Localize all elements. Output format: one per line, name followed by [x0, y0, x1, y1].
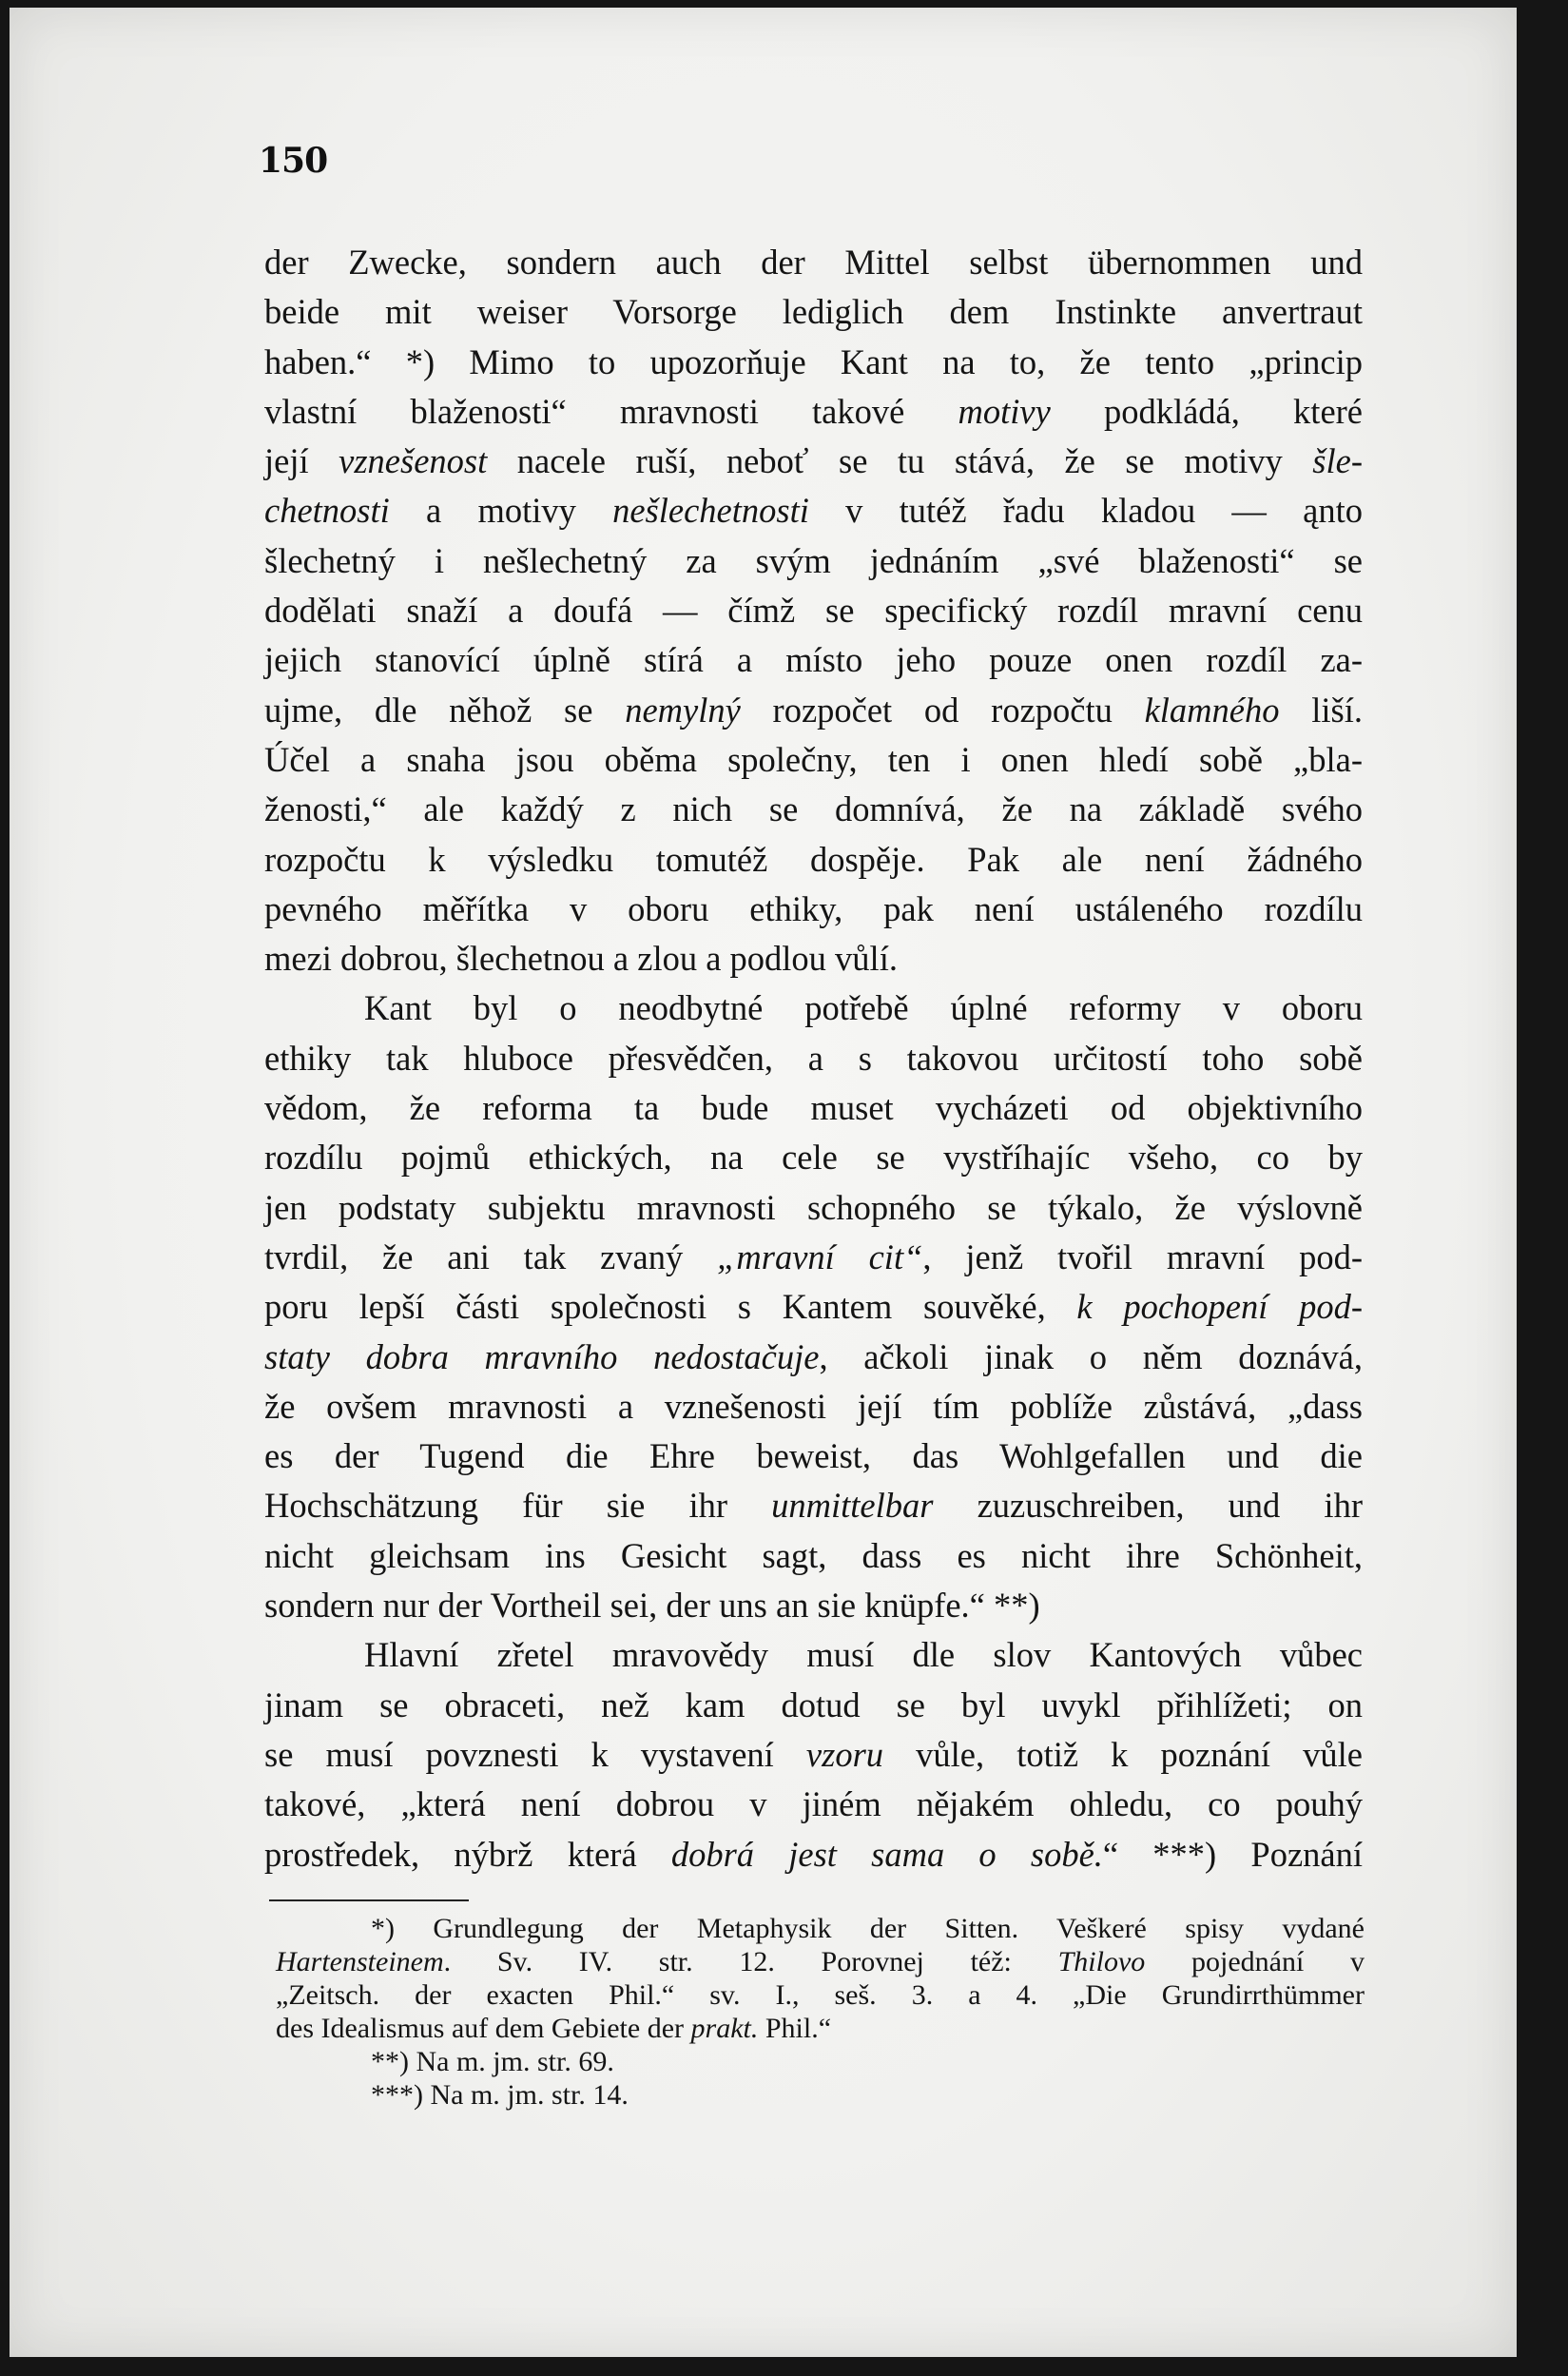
text-line: [264, 1531, 1363, 1581]
text-run: jejich stanovící úplně stírá a místo jeho pouze onen rozdíl za-: [264, 640, 1363, 680]
italic-text: k pochopení pod-: [1076, 1287, 1363, 1327]
italic-text: staty dobra mravního nedostačuje: [264, 1336, 820, 1376]
text-line: [264, 1730, 1363, 1780]
italic-text: motivy: [958, 391, 1051, 431]
italic-text: nešlechetnosti: [612, 491, 809, 531]
text-run: podkládá, které: [1050, 391, 1363, 431]
text-line: [264, 934, 1363, 984]
footnote-separator: [269, 1899, 469, 1901]
text-run: a motivy: [389, 491, 613, 531]
text-run: rozpočet od rozpočtu: [740, 690, 1145, 730]
italic-text: klamného: [1144, 690, 1280, 730]
italic-text: šle-: [1312, 441, 1363, 481]
text-line: [264, 338, 1363, 387]
text-run: es der Tugend die Ehre beweist, das Wohlgefallen und die: [264, 1436, 1363, 1476]
text-line: [264, 387, 1363, 437]
text-line: [264, 1133, 1363, 1182]
text-run: Účel a snaha jsou oběma společny, ten i onen hledí sobě „bla-: [264, 739, 1363, 779]
text-run: sondern nur der Vortheil sei, der uns an sie knüpfe.“ **): [264, 1586, 1040, 1626]
text-run: beide mit weiser Vorsorge lediglich dem Instinkte anvertraut: [264, 292, 1363, 332]
text-run: jen podstaty subjektu mravnosti schopného se týkalo, že výslovně: [264, 1187, 1363, 1227]
text-line: [264, 486, 1363, 536]
text-line: [264, 437, 1363, 486]
text-run: jinam se obraceti, než kam dotud se byl uvykl přihlížeti; on: [264, 1685, 1363, 1724]
text-run: ethiky tak hluboce přesvědčen, a s takovou určitostí toho sobě: [264, 1038, 1363, 1078]
text-line: [264, 1382, 1363, 1431]
text-line: [264, 1083, 1363, 1133]
text-run: pojednání v: [1145, 1946, 1365, 1977]
italic-text: „mravní cit“: [717, 1237, 923, 1276]
text-run: des Idealismus auf dem Gebiete der: [276, 2013, 691, 2044]
text-run: prostředek, nýbrž která: [264, 1834, 671, 1874]
text-line: [264, 586, 1363, 635]
text-line: [264, 1630, 1363, 1680]
text-run: dodělati snaží a doufá — čímž se specifický rozdíl mravní cenu: [264, 591, 1363, 631]
text-line: [264, 1431, 1363, 1481]
text-line: [264, 785, 1363, 834]
text-run: v tutéž řadu kladou — ąnto: [808, 491, 1363, 531]
text-run: nicht gleichsam ins Gesicht sagt, dass es nicht ihre Schönheit,: [264, 1535, 1363, 1575]
italic-text: dobrá jest sama o sobě.: [670, 1834, 1103, 1874]
text-line: [264, 686, 1363, 735]
text-line: [264, 1282, 1363, 1332]
text-run: pevného měřítka v oboru ethiky, pak není ustáleného rozdílu: [264, 888, 1363, 928]
italic-text: unmittelbar: [771, 1486, 934, 1526]
body-text: [264, 238, 1363, 1879]
text-run: „Zeitsch. der exacten Phil.“ sv. I., seš. 3. a 4. „Die Grundirrthümmer: [276, 1979, 1365, 2011]
text-run: Hochschätzung für sie ihr: [264, 1486, 772, 1526]
text-run: rozpočtu k výsledku tomutéž dospěje. Pak ale není žádného: [264, 839, 1363, 879]
text-run: , jenž tvořil mravní pod-: [922, 1237, 1363, 1276]
text-line: [264, 1183, 1363, 1233]
footnotes: [276, 1912, 1365, 2112]
text-run: Hlavní zřetel mravovědy musí dle slov Kantových vůbec: [364, 1635, 1363, 1675]
text-run: haben.“ *) Mimo to upozorňuje Kant na to, že tento „princip: [264, 341, 1363, 381]
text-line: [264, 1034, 1363, 1083]
italic-text: vzoru: [805, 1734, 884, 1774]
text-line: [264, 1333, 1363, 1382]
footnote-line: [276, 1978, 1365, 2012]
text-line: [264, 635, 1363, 685]
text-line: [264, 885, 1363, 934]
footnote-line: [276, 1945, 1365, 1978]
text-run: Kant byl o neodbytné potřebě úplné reformy v oboru: [364, 988, 1363, 1028]
footnote-line: [276, 1912, 1365, 1945]
text-run: její: [264, 441, 339, 481]
text-run: ***) Na m. jm. str. 14.: [371, 2079, 629, 2111]
text-line: [264, 835, 1363, 885]
text-line: [264, 287, 1363, 337]
text-run: mezi dobrou, šlechetnou a zlou a podlou vůlí.: [264, 939, 898, 979]
italic-text: chetnosti: [264, 491, 390, 531]
text-run: *) Grundlegung der Metaphysik der Sitten. Veškeré spisy vydané: [371, 1913, 1365, 1944]
text-run: takové, „která není dobrou v jiném nějakém ohledu, co pouhý: [264, 1784, 1363, 1824]
italic-text: Thilovo: [1057, 1946, 1146, 1977]
text-run: **) Na m. jm. str. 69.: [371, 2046, 614, 2077]
text-run: Phil.“: [758, 2013, 832, 2044]
text-line: [264, 1830, 1363, 1879]
text-run: vůle, totiž k poznání vůle: [883, 1734, 1363, 1774]
text-run: vědom, že reforma ta bude muset vycházeti od objektivního: [264, 1088, 1363, 1128]
footnote-line: [276, 2012, 1365, 2045]
italic-text: nemylný: [625, 690, 741, 730]
footnote-line: [276, 2045, 1365, 2078]
text-run: se musí povznesti k vystavení: [264, 1734, 806, 1774]
text-run: poru lepší části společnosti s Kantem souvěké,: [264, 1287, 1077, 1327]
text-line: [264, 735, 1363, 785]
text-line: [264, 1681, 1363, 1730]
text-run: vlastní blaženosti“ mravnosti takové: [264, 391, 958, 431]
text-line: [264, 536, 1363, 586]
text-run: rozdílu pojmů ethických, na cele se vystříhajíc všeho, co by: [264, 1138, 1363, 1178]
footnote-line: [276, 2078, 1365, 2112]
text-run: tvrdil, že ani tak zvaný: [264, 1237, 718, 1276]
text-line: [264, 1481, 1363, 1530]
text-line: [264, 1233, 1363, 1282]
italic-text: prakt.: [690, 2013, 759, 2044]
text-line: [264, 238, 1363, 287]
text-run: der Zwecke, sondern auch der Mittel selbst übernommen und: [264, 243, 1363, 282]
text-run: zuzuschreiben, und ihr: [933, 1486, 1363, 1526]
italic-text: vznešenost: [339, 441, 488, 481]
text-line: [264, 984, 1363, 1033]
text-run: šlechetný i nešlechetný za svým jednáním „své blaženosti“ se: [264, 540, 1363, 580]
text-run: . Sv. IV. str. 12. Porovnej též:: [443, 1946, 1058, 1977]
text-run: že ovšem mravnosti a vznešenosti její tím poblíže zůstává, „dass: [264, 1386, 1363, 1426]
text-line: [264, 1581, 1363, 1630]
italic-text: Hartensteinem: [276, 1946, 444, 1977]
text-run: “ ***) Poznání: [1102, 1834, 1363, 1874]
text-run: ujme, dle něhož se: [264, 690, 626, 730]
text-run: nacele ruší, neboť se tu stává, že se motivy: [487, 441, 1313, 481]
text-run: liší.: [1279, 690, 1363, 730]
text-run: , ačkoli jinak o něm doznává,: [819, 1336, 1363, 1376]
page-number: 150: [259, 141, 328, 181]
text-line: [264, 1780, 1363, 1829]
text-run: ženosti,“ ale každý z nich se domnívá, že na základě svého: [264, 789, 1363, 829]
